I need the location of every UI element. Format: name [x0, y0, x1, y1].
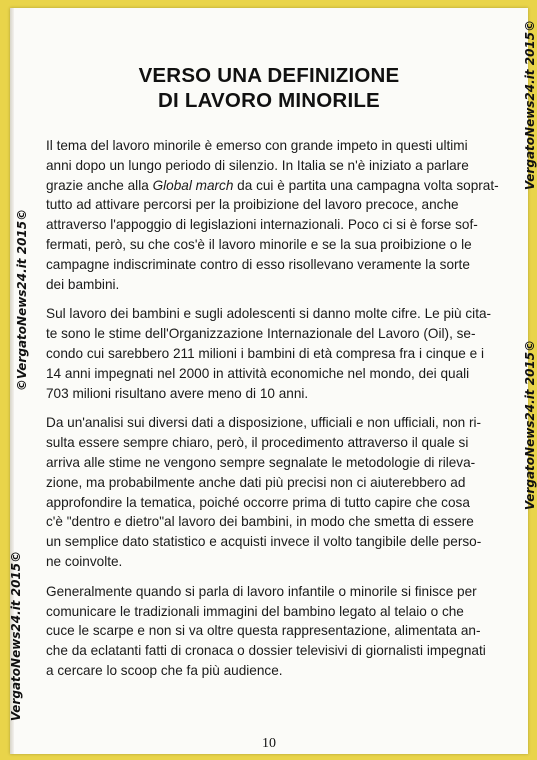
watermark-left-bottom: VergatoNews24.it 2015© — [9, 550, 24, 722]
page-number: 10 — [262, 736, 276, 751]
text-line: attraverso l'appoggio di legislazioni internazionali. Poco ci si è forse sof- — [46, 217, 478, 233]
body-text — [46, 136, 510, 691]
text-line: 703 milioni risultano avere meno di 10 anni. — [46, 385, 309, 401]
watermark-right-bottom: VergatoNews24.it 2015© — [523, 339, 537, 511]
text-line: fermati, però, su che cos'è il lavoro minorile e se la sua proibizione o le — [46, 236, 472, 252]
text-line: a cercare lo scoop che fa più audience. — [46, 662, 283, 678]
text-line: approfondire la tematica, poiché occorre prima di tutto capire che cosa — [46, 494, 470, 510]
paragraph-2 — [46, 304, 510, 403]
document-page — [9, 8, 537, 754]
text-line: ne coinvolte. — [46, 553, 123, 569]
paragraph-4 — [46, 582, 510, 681]
text-line: Sul lavoro dei bambini e sugli adolescenti si danno molte cifre. Le più cita- — [46, 306, 492, 322]
text-line: Da un'analisi sui diversi dati a disposizione, ufficiali e non ufficiali, non ri- — [46, 415, 482, 431]
watermark-right-top: VergatoNews24.it 2015© — [523, 19, 537, 191]
paragraph-3 — [46, 413, 510, 571]
text-line: campagne indiscriminate contro di esso risollevano veramente la sorte — [46, 256, 470, 272]
text-line: cuce le scarpe e non si va oltre questa rappresentazione, alimentata an- — [46, 623, 481, 639]
title-line-2: DI LAVORO MINORILE — [158, 89, 380, 112]
text-line: Il tema del lavoro minorile è emerso con grande impeto in questi ultimi — [46, 138, 468, 153]
text-line: te sono le stime dell'Organizzazione Internazionale del Lavoro (Oil), se- — [46, 326, 476, 342]
text-line: arriva alle stime ne vengono sempre segnalate le metodologie di rileva- — [46, 454, 476, 470]
text-line: 14 anni impegnati nel 2000 in attività economiche nel mondo, dei quali — [46, 365, 470, 381]
text-line: che da eclatanti fatti di cronaca o dossier televisivi di giornalisti impegnati — [46, 643, 486, 659]
text-line: anni dopo un lungo periodo di silenzio. In Italia se n'è iniziato a parlare — [46, 157, 469, 173]
watermark-left-top: ©VergatoNews24.it 2015© — [15, 208, 30, 392]
text-line: un semplice dato statistico e acquisti invece il volto tangibile delle perso- — [46, 534, 482, 550]
text-line: Generalmente quando si parla di lavoro infantile o minorile si finisce per — [46, 583, 477, 599]
text-line: zione, ma probabilmente anche dati più precisi non ci aiuterebbero ad — [46, 474, 466, 490]
paragraph-1 — [46, 136, 510, 294]
text-line: comunicare le tradizionali immagini del bambino legato al telaio o che — [46, 603, 464, 619]
text-line: tutto ad attivare percorsi per la proibizione del lavoro precoce, anche — [46, 197, 459, 213]
text-line: grazie anche alla Global march da cui è partita una campagna volta soprat- — [46, 177, 499, 193]
text-line: dei bambini. — [46, 276, 120, 292]
global-march-emphasis: Global march — [152, 177, 234, 193]
text-line: sulta essere sempre chiaro, però, il procedimento attraverso il quale si — [46, 435, 469, 451]
text-line: c'è "dentro e dietro"al lavoro dei bambini, in modo che smetta di essere — [46, 514, 474, 530]
page-title — [10, 63, 528, 113]
title-line-1: VERSO UNA DEFINIZIONE — [138, 64, 400, 87]
text-line: condo cui sarebbero 211 milioni i bambini di età compresa fra i cinque e i — [46, 345, 485, 361]
